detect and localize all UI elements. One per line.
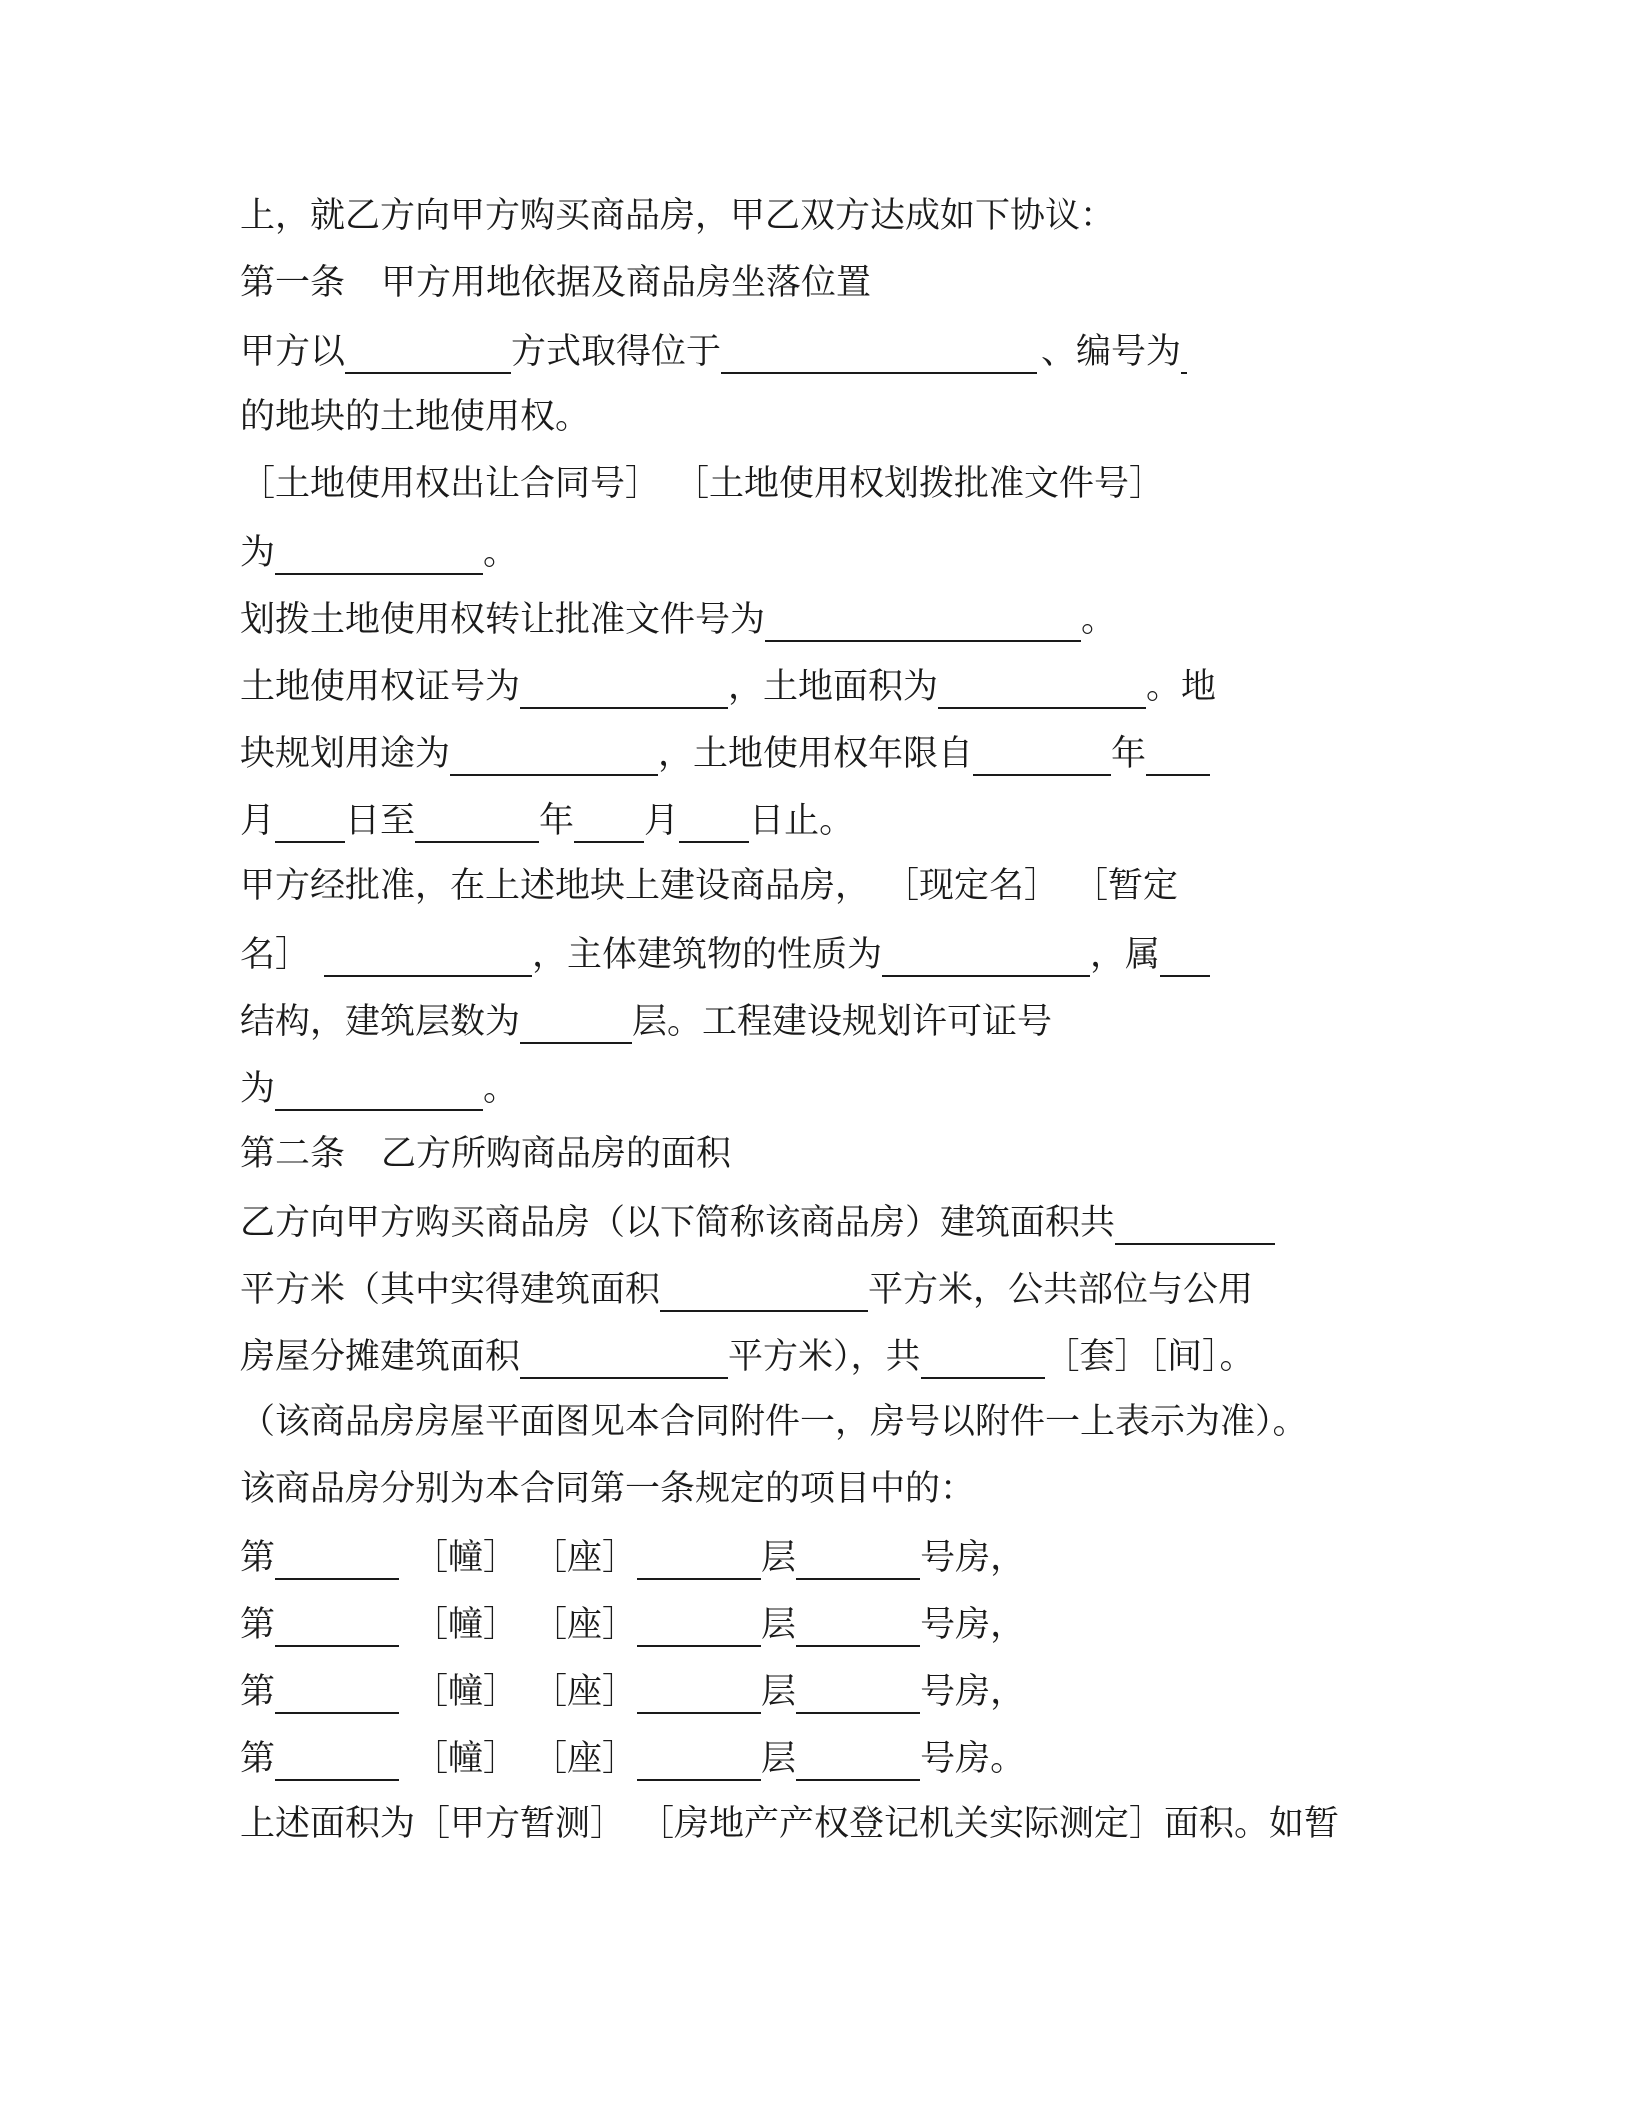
text-segment: 平方米），共: [728, 1337, 921, 1377]
text-segment: 第: [240, 1605, 276, 1645]
blank-field[interactable]: [275, 793, 345, 843]
text-line: [240, 1329, 1380, 1396]
text-segment: 房屋分摊建筑面积: [240, 1337, 521, 1377]
text-line: [240, 391, 1380, 458]
blank-field[interactable]: [637, 1664, 761, 1714]
text-segment: 。: [1081, 600, 1117, 640]
text-segment: ［座］: [532, 1672, 638, 1712]
text-segment: ［房地产产权登记机关实际测定］面积。如暂: [639, 1804, 1340, 1844]
text-segment: ，主体建筑物的性质为: [532, 935, 883, 975]
text-line: [240, 1463, 1380, 1530]
blank-field[interactable]: [275, 1530, 399, 1580]
text-segment: 结构，建筑层数为: [240, 1002, 521, 1042]
text-segment: 为: [240, 1069, 276, 1109]
blank-field[interactable]: [921, 1329, 1045, 1379]
blank-field[interactable]: [275, 1061, 483, 1111]
text-segment: 第: [240, 1739, 276, 1779]
blank-field[interactable]: [1115, 1195, 1275, 1245]
text-line: [240, 190, 1380, 257]
article-number: 第二条: [240, 1134, 346, 1174]
text-line: [240, 1798, 1380, 1865]
contract-page: [240, 190, 1380, 1865]
text-segment: ［座］: [532, 1538, 638, 1578]
blank-field[interactable]: [574, 793, 644, 843]
blank-field[interactable]: [973, 726, 1111, 776]
blank-field[interactable]: [660, 1262, 868, 1312]
text-segment: ［幢］: [413, 1739, 519, 1779]
text-segment: 层。工程建设规划许可证号: [632, 1002, 1053, 1042]
blank-field[interactable]: [1160, 927, 1210, 977]
text-segment: ［幢］: [413, 1672, 519, 1712]
text-line: [240, 1061, 1380, 1128]
text-line: [240, 324, 1380, 391]
text-segment: 平方米，公共部位与公用: [868, 1270, 1254, 1310]
text-segment: ［土地使用权划拨批准文件号］: [674, 464, 1165, 504]
blank-field[interactable]: [450, 726, 658, 776]
text-segment: ［座］: [532, 1605, 638, 1645]
text-line: [240, 592, 1380, 659]
text-segment: 层: [761, 1538, 797, 1578]
unit-line: [240, 1597, 1380, 1664]
text-segment: 层: [761, 1672, 797, 1712]
text-segment: ［座］: [532, 1739, 638, 1779]
text-segment: 为: [240, 533, 276, 573]
article-heading: [240, 1128, 1380, 1195]
blank-field[interactable]: [1181, 324, 1187, 374]
text-segment: ［套］［间］。: [1044, 1337, 1255, 1377]
blank-field[interactable]: [796, 1530, 920, 1580]
blank-field[interactable]: [796, 1731, 920, 1781]
blank-field[interactable]: [324, 927, 532, 977]
blank-field[interactable]: [275, 1597, 399, 1647]
text-segment: ［暂定: [1073, 866, 1179, 906]
text-segment: 日止。: [749, 801, 855, 841]
text-segment: ［现定名］: [884, 866, 1060, 906]
text-segment: ，属: [1090, 935, 1161, 975]
article-heading: [240, 257, 1380, 324]
blank-field[interactable]: [345, 324, 511, 374]
text-segment: 甲方经批准，在上述地块上建设商品房，: [240, 866, 871, 906]
text-segment: 年: [1111, 734, 1147, 774]
text-segment: 方式取得位于: [511, 332, 722, 372]
text-line: [240, 1262, 1380, 1329]
text-segment: 上，就乙方向甲方购买商品房，甲乙双方达成如下协议：: [240, 196, 1116, 236]
text-segment: 层: [761, 1605, 797, 1645]
text-segment: 该商品房分别为本合同第一条规定的项目中的：: [240, 1469, 976, 1509]
text-segment: 第: [240, 1538, 276, 1578]
text-segment: 。: [483, 533, 519, 573]
text-segment: 名］: [240, 935, 311, 975]
text-segment: 土地使用权证号为: [240, 667, 521, 707]
text-segment: 块规划用途为: [240, 734, 451, 774]
text-segment: 号房，: [920, 1605, 1026, 1645]
text-segment: （该商品房房屋平面图见本合同附件一，房号以附件一上表示为准）。: [240, 1402, 1308, 1442]
text-segment: 乙方向甲方购买商品房（以下简称该商品房）建筑面积共: [240, 1203, 1116, 1243]
text-segment: 月: [240, 801, 276, 841]
blank-field[interactable]: [679, 793, 749, 843]
blank-field[interactable]: [1146, 726, 1210, 776]
text-segment: 的地块的土地使用权。: [240, 397, 591, 437]
blank-field[interactable]: [637, 1530, 761, 1580]
text-line: [240, 726, 1380, 793]
text-segment: 号房，: [920, 1538, 1026, 1578]
blank-field[interactable]: [637, 1597, 761, 1647]
unit-line: [240, 1664, 1380, 1731]
text-line: [240, 1396, 1380, 1463]
blank-field[interactable]: [275, 525, 483, 575]
text-segment: 上述面积为［甲方暂测］: [240, 1804, 626, 1844]
text-line: [240, 793, 1380, 860]
text-segment: ［土地使用权出让合同号］: [240, 464, 661, 504]
article-title: 甲方用地依据及商品房坐落位置: [381, 263, 872, 303]
text-segment: 号房。: [920, 1739, 1026, 1779]
text-line: [240, 927, 1380, 994]
blank-field[interactable]: [721, 324, 1037, 374]
text-line: [240, 994, 1380, 1061]
text-segment: 年: [539, 801, 575, 841]
unit-line: [240, 1530, 1380, 1597]
text-line: [240, 1195, 1380, 1262]
article-title: 乙方所购商品房的面积: [381, 1134, 732, 1174]
unit-line: [240, 1731, 1380, 1798]
text-line: [240, 860, 1380, 927]
blank-field[interactable]: [520, 1329, 728, 1379]
blank-field[interactable]: [765, 592, 1081, 642]
text-line: [240, 458, 1380, 525]
blank-field[interactable]: [520, 994, 632, 1044]
blank-field[interactable]: [275, 1731, 399, 1781]
blank-field[interactable]: [796, 1664, 920, 1714]
blank-field[interactable]: [796, 1597, 920, 1647]
text-segment: 日至: [345, 801, 416, 841]
text-segment: ，土地使用权年限自: [658, 734, 974, 774]
text-segment: 划拨土地使用权转让批准文件号为: [240, 600, 766, 640]
text-segment: 层: [761, 1739, 797, 1779]
text-segment: 。: [483, 1069, 519, 1109]
text-segment: 号房，: [920, 1672, 1026, 1712]
text-segment: 月: [644, 801, 680, 841]
blank-field[interactable]: [415, 793, 539, 843]
text-segment: 平方米（其中实得建筑面积: [240, 1270, 661, 1310]
blank-field[interactable]: [938, 659, 1146, 709]
text-segment: 。地: [1146, 667, 1217, 707]
blank-field[interactable]: [882, 927, 1090, 977]
text-line: [240, 659, 1380, 726]
text-segment: 甲方以: [240, 332, 346, 372]
text-segment: ［幢］: [413, 1538, 519, 1578]
text-segment: 第: [240, 1672, 276, 1712]
blank-field[interactable]: [520, 659, 728, 709]
text-line: [240, 525, 1380, 592]
text-segment: ，土地面积为: [728, 667, 939, 707]
blank-field[interactable]: [275, 1664, 399, 1714]
text-segment: 、编号为: [1041, 332, 1182, 372]
text-segment: ［幢］: [413, 1605, 519, 1645]
article-number: 第一条: [240, 263, 346, 303]
blank-field[interactable]: [637, 1731, 761, 1781]
